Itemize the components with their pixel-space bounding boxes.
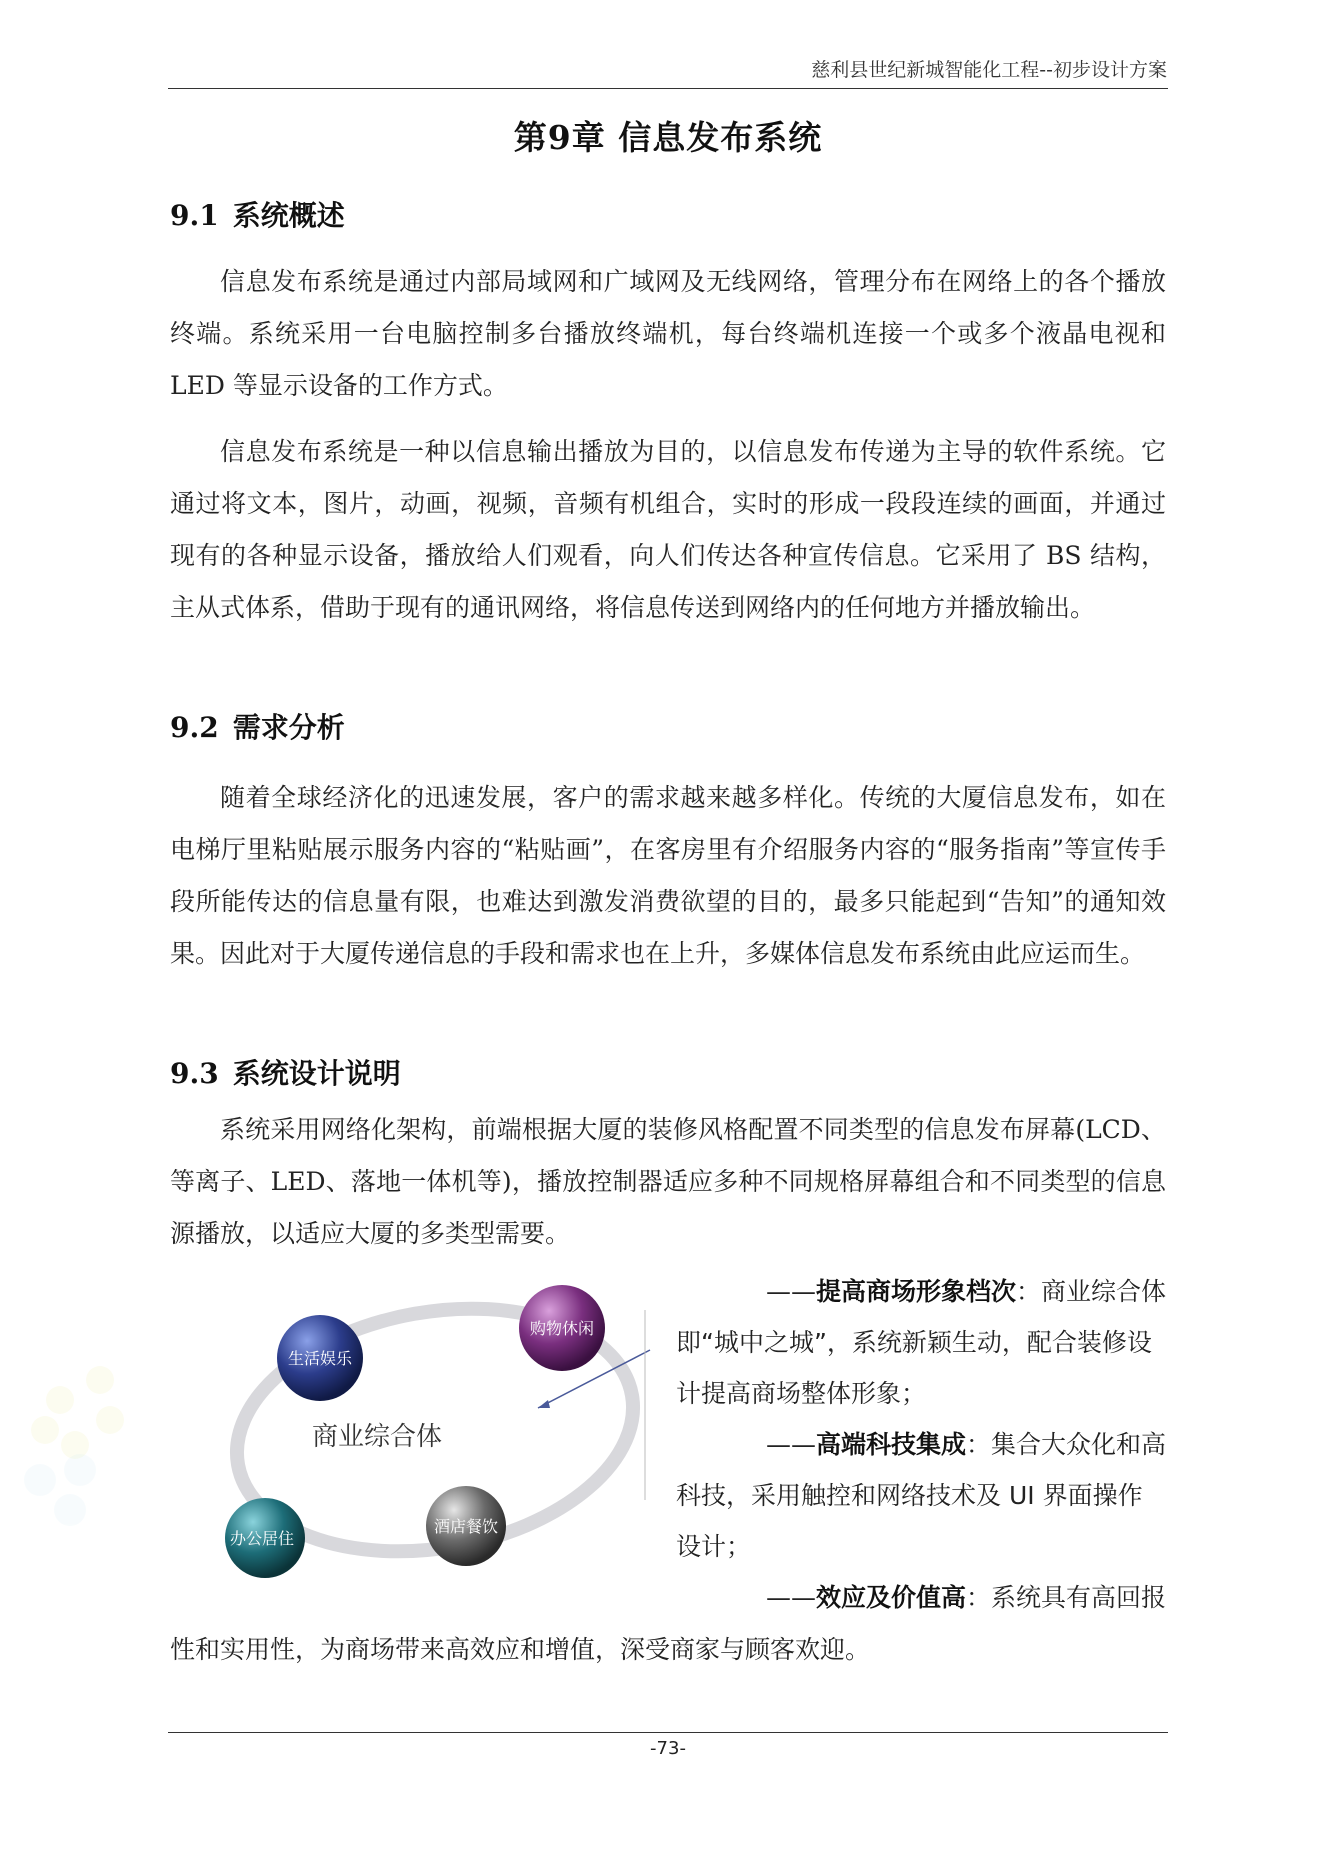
node-label-shopping: 购物休闲 [529, 1319, 595, 1338]
feature-dash: —— [765, 1583, 816, 1612]
chapter-title: 第9章 信息发布系统 [513, 118, 823, 157]
paragraph-feature-tail: 性和实用性，为商场带来高效应和增值，深受商家与顾客欢迎。 [170, 1635, 871, 1664]
feature-term: 提高商场形象档次 [815, 1277, 1016, 1306]
page-number: -73- [650, 1738, 686, 1759]
section-title: 系统设计说明 [232, 1057, 401, 1090]
running-header: 慈利县世纪新城智能化工程--初步设计方案 [811, 59, 1167, 81]
feature-dash: —— [765, 1430, 816, 1459]
pointer-arrow [538, 1400, 550, 1408]
section-title: 系统概述 [232, 199, 345, 232]
feature-text-continued: 即“城中之城”，系统新颖生动，配合装修设计提高商场整体形象； [676, 1328, 1152, 1408]
feature-item [676, 1266, 1166, 1419]
node-label-leisure: 生活娱乐 [287, 1349, 353, 1368]
feature-text: 商业综合体 [1040, 1277, 1166, 1306]
feature-separator: ： [1015, 1277, 1041, 1306]
feature-text-continued: 科技，采用触控和网络技术及 UI 界面操作设计； [676, 1481, 1143, 1561]
feature-list [676, 1266, 1166, 1623]
section-heading-design [170, 1052, 401, 1092]
header-divider [168, 88, 1168, 89]
feature-text: 集合大众化和高 [990, 1430, 1166, 1459]
feature-separator: ： [965, 1430, 991, 1459]
section-heading-requirements [170, 706, 345, 746]
feature-item [676, 1419, 1166, 1572]
section-heading-overview [170, 194, 345, 234]
node-label-office: 办公居住 [229, 1529, 295, 1548]
section-number: 9.3 [170, 1057, 219, 1090]
section-number: 9.2 [170, 711, 219, 744]
footer-divider [168, 1732, 1168, 1733]
feature-text: 系统具有高回报 [990, 1583, 1166, 1612]
feature-term: 效应及价值高 [815, 1583, 966, 1612]
feature-term: 高端科技集成 [815, 1430, 966, 1459]
paragraph-overview-1: 信息发布系统是通过内部局域网和广域网及无线网络，管理分布在网络上的各个播放终端。系统采用一台电脑控制多台播放终端机，每台终端机连接一个或多个液晶电视和 LED 等显示设备的工作方式。 [170, 267, 1166, 400]
feature-dash: —— [765, 1277, 816, 1306]
section-title: 需求分析 [232, 711, 345, 744]
feature-item [676, 1572, 1166, 1623]
diagram-svg [220, 1270, 660, 1590]
feature-separator: ： [965, 1583, 991, 1612]
paragraph-design: 系统采用网络化架构，前端根据大厦的装修风格配置不同类型的信息发布屏幕(LCD、等离子、LED、落地一体机等)，播放控制器适应多种不同规格屏幕组合和不同类型的信息源播放，以适应大厦的多类型需要。 [170, 1115, 1166, 1248]
paragraph-requirements: 随着全球经济化的迅速发展，客户的需求越来越多样化。传统的大厦信息发布，如在电梯厅里粘贴展示服务内容的“粘贴画”，在客房里有介绍服务内容的“服务指南”等宣传手段所能传达的信息量有限，也难达到激发消费欲望的目的，最多只能起到“告知”的通知效果。因此对于大厦传递信息的手段和需求也在上升，多媒体信息发布系统由此应运而生。 [170, 783, 1166, 968]
section-number: 9.1 [170, 199, 219, 232]
node-label-hotel: 酒店餐饮 [433, 1517, 499, 1536]
commercial-complex-diagram [220, 1270, 660, 1590]
paragraph-overview-2: 信息发布系统是一种以信息输出播放为目的，以信息发布传递为主导的软件系统。它通过将文本，图片，动画，视频，音频有机组合，实时的形成一段段连续的画面，并通过现有的各种显示设备，播放给人们观看，向人们传达各种宣传信息。它采用了 BS 结构，主从式体系，借助于现有的通讯网络，将信息传送到网络内的任何地方并播放输出。 [170, 437, 1166, 622]
diagram-center-label: 商业综合体 [312, 1422, 443, 1452]
